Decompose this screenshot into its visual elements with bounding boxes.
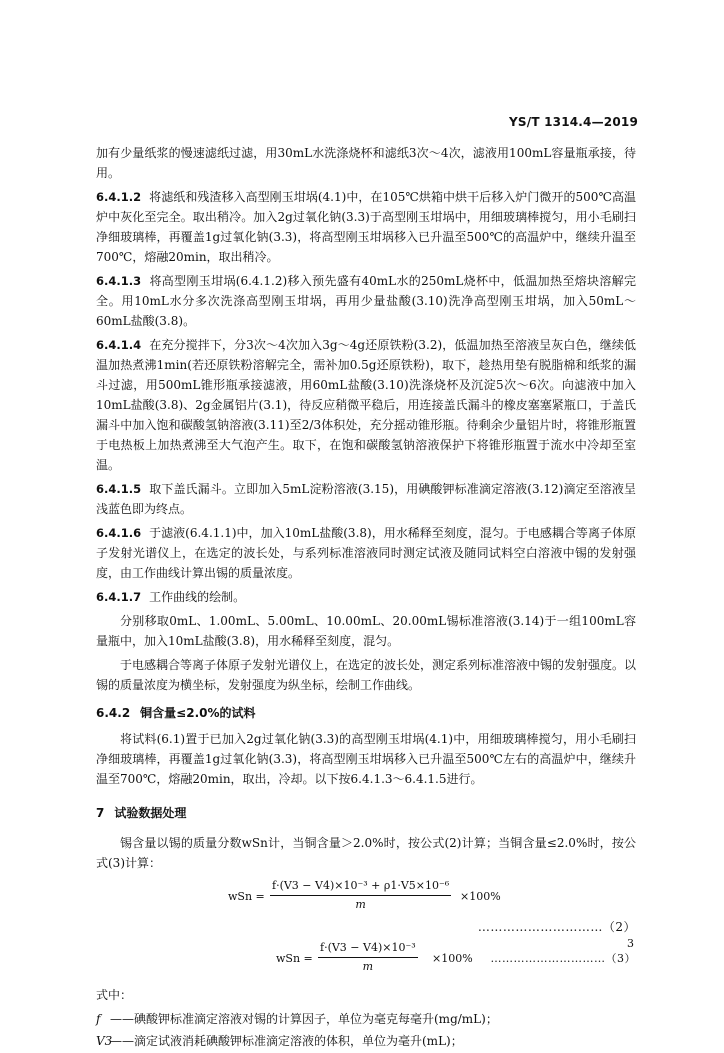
clause-number: 6.4.1.3	[96, 274, 142, 288]
definition-f	[96, 1009, 636, 1029]
paragraph-continuation: 加有少量纸浆的慢速滤纸过滤，用30mL水洗涤烧杯和滤纸3次～4次，滤液用100mL容量瓶承接，待用。	[96, 146, 636, 180]
page-content	[96, 143, 636, 1053]
clause-text: 取下盖氏漏斗。立即加入5mL淀粉溶液(3.15)，用碘酸钾标准滴定溶液(3.12)滴定至溶液呈浅蓝色即为终点。	[96, 482, 636, 516]
clause-number: 6.4.1.7	[96, 590, 142, 604]
clause-text: 于滤液(6.4.1.1)中，加入10mL盐酸(3.8)，用水稀释至刻度，混匀。于电感耦合等离子体原子发射光谱仪上，在选定的波长处，与系列标准溶液同时测定试液及随同试料空白溶液中锡的发射强度，由工作曲线计算出锡的质量浓度。	[96, 526, 636, 580]
formula-tail: ×100%	[432, 952, 473, 965]
standard-code: YS/T 1314.4—2019	[509, 115, 638, 129]
symbol: V3	[96, 1034, 113, 1048]
clause-number: 6.4.1.5	[96, 482, 142, 496]
formula-denominator: m	[362, 960, 374, 973]
formula-numerator: f·(V3 − V4)×10⁻³ + ρ1·V5×10⁻⁶	[270, 877, 451, 896]
definition-text: ——滴定试液消耗碘酸钾标准滴定溶液的体积，单位为毫升(mL)；	[110, 1034, 463, 1048]
formula-number: …………………………（2）	[477, 920, 636, 934]
clause-text: 工作曲线的绘制。	[149, 590, 246, 604]
clause-number: 6.4.1.4	[96, 338, 142, 352]
heading-text: 试验数据处理	[114, 806, 187, 820]
calibration-paragraph-2: 于电感耦合等离子体原子发射光谱仪上，在选定的波长处，测定系列标准溶液中锡的发射强度。以锡的质量浓度为横坐标，发射强度为纵坐标，绘制工作曲线。	[96, 658, 637, 692]
formula-denominator: m	[355, 898, 366, 911]
formula-number: …………………………（3）	[490, 952, 636, 965]
heading-number: 7	[96, 806, 105, 820]
definition-text: ——碘酸钾标准滴定溶液对锡的计算因子，单位为毫克每毫升(mg/mL)；	[110, 1012, 498, 1026]
definition-v3	[96, 1031, 636, 1051]
section-7-text: 锡含量以锡的质量分数wSn计，当铜含量＞2.0%时，按公式(2)计算；当铜含量≤2.0%时，按公式(3)计算：	[96, 836, 636, 870]
clause-number: 6.4.1.6	[96, 526, 142, 540]
formula-numerator: f·(V3 − V4)×10⁻³	[318, 939, 418, 958]
formula-2-number-row	[96, 917, 636, 937]
calibration-paragraph-1: 分别移取0mL、1.00mL、5.00mL、10.00mL、20.00mL锡标准溶液(3.14)于一组100mL容量瓶中，加入10mL盐酸(3.8)，用水稀释至刻度，混匀。	[96, 614, 636, 648]
clause-6-4-2-text: 将试料(6.1)置于已加入2g过氧化钠(3.3)的高型刚玉坩埚(4.1)中，用细玻璃棒搅匀，用小毛刷扫净细玻璃棒，再覆盖1g过氧化钠(3.3)，将高型刚玉坩埚移入已升温至500℃左右的高温炉中，继续升温至700℃，熔融20min，取出，冷却。以下按6.4.1.3～6.4.1.5进行。	[96, 732, 636, 786]
heading-text: 铜含量≤2.0%的试料	[140, 706, 256, 720]
clause-6-4-1-5	[96, 479, 636, 519]
clause-6-4-1-6	[96, 523, 636, 583]
formula-2	[96, 877, 636, 915]
definitions-intro: 式中：	[96, 988, 133, 1002]
formula-lhs: wSn =	[276, 952, 313, 965]
clause-6-4-1-3	[96, 271, 636, 331]
clause-6-4-2-heading	[96, 703, 636, 723]
heading-number: 6.4.2	[96, 706, 131, 720]
clause-text: 在充分搅拌下，分3次～4次加入3g～4g还原铁粉(3.2)，低温加热至溶液呈灰白色，继续低温加热煮沸1min(若还原铁粉溶解完全，需补加0.5g还原铁粉)，取下，趁热用垫有脱脂棉和纸浆的漏斗过滤，用500mL锥形瓶承接滤液，用60mL盐酸(3.10)洗涤烧杯及沉淀5次～6次。向滤液中加入10mL盐酸(3.8)、2g金属铝片(3.1)，待反应稍微平稳后，用连接盖氏漏斗的橡皮塞塞紧瓶口，于盖氏漏斗中加入饱和碳酸氢钠溶液(3.11)至2/3体积处，充分摇动锥形瓶。待剩余少量铝片时，将锥形瓶置于电热板上加热煮沸至大气泡产生。取下，在饱和碳酸氢钠溶液保护下将锥形瓶置于流水中冷却至室温。	[96, 338, 636, 472]
clause-6-4-1-2	[96, 187, 636, 267]
clause-6-4-1-4	[96, 335, 636, 475]
formula-fraction	[270, 877, 451, 914]
formula-lhs: wSn =	[228, 890, 265, 903]
formula-fraction	[318, 939, 418, 976]
formula-tail: ×100%	[460, 890, 501, 903]
symbol: f	[96, 1012, 101, 1026]
clause-text: 将高型刚玉坩埚(6.4.1.2)移入预先盛有40mL水的250mL烧杯中，低温加热至熔块溶解完全。用10mL水分多次洗涤高型刚玉坩埚，再用少量盐酸(3.10)洗净高型刚玉坩埚，加入50mL～60mL盐酸(3.8)。	[96, 274, 636, 328]
formula-3	[96, 939, 636, 977]
clause-6-4-1-7	[96, 587, 636, 607]
clause-text: 将滤纸和残渣移入高型刚玉坩埚(4.1)中，在105℃烘箱中烘干后移入炉门微开的500℃高温炉中灰化至完全。取出稍冷。加入2g过氧化钠(3.3)于高型刚玉坩埚中，用细玻璃棒搅匀，用小毛刷扫净细玻璃棒，再覆盖1g过氧化钠(3.3)，将高型刚玉坩埚移入已升温至500℃的高温炉中，继续升温至700℃，熔融20min，取出稍冷。	[96, 190, 636, 264]
clause-number: 6.4.1.2	[96, 190, 142, 204]
section-7-heading	[96, 803, 636, 823]
page-number: 3	[627, 937, 634, 950]
